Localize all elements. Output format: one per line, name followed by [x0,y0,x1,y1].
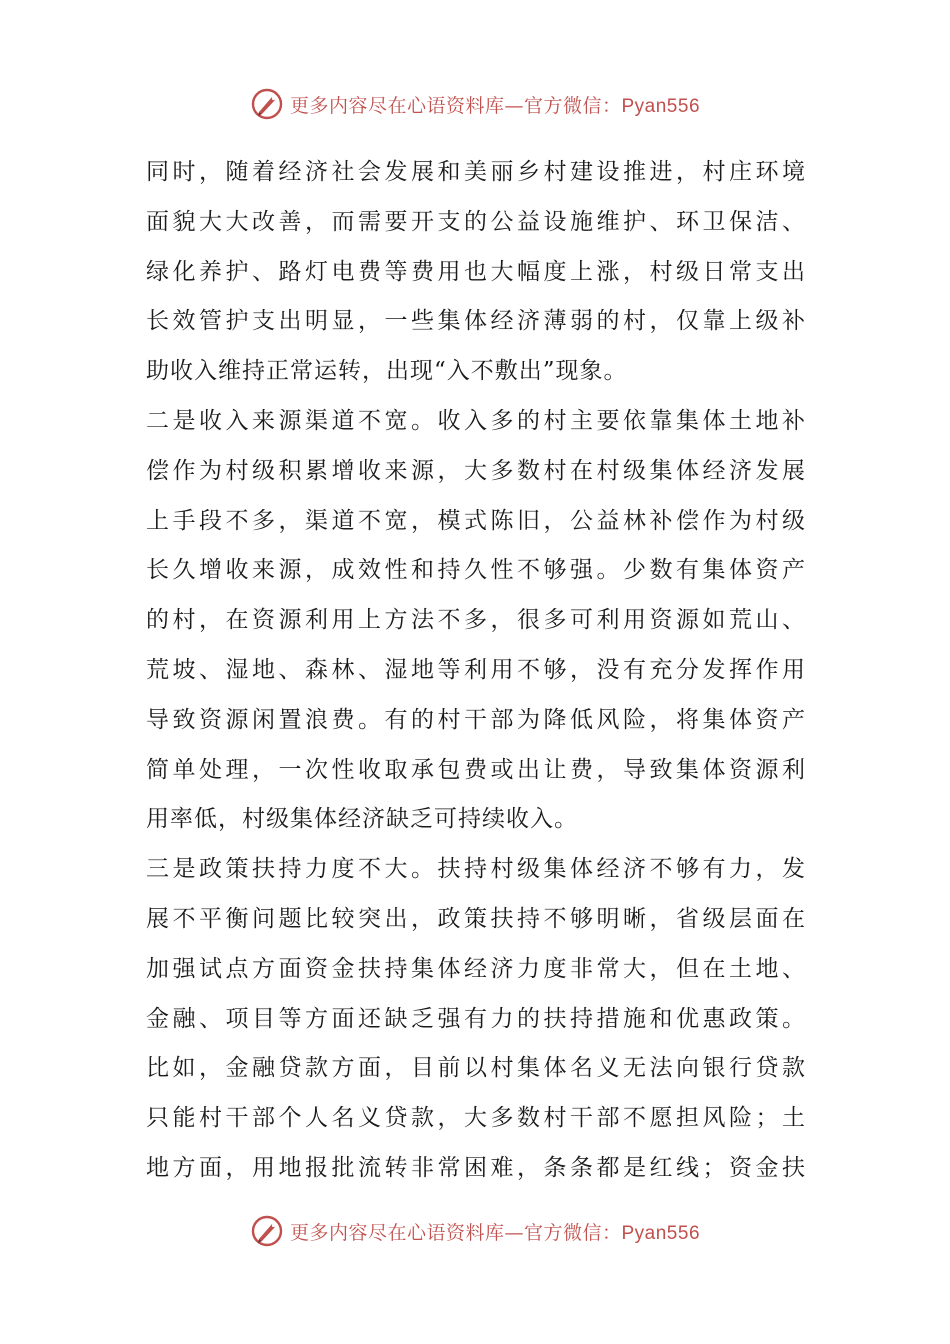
banner-handle: Pyan556 [621,1222,701,1244]
header-banner [0,84,950,124]
pen-logo-icon [250,87,284,121]
banner-handle: Pyan556 [621,95,701,117]
text-line: 二是收入来源渠道不宽。收入多的村主要依靠集体土地补 [146,407,806,434]
text-line: 荒坡、湿地、森林、湿地等利用不够，没有充分发挥作用 [146,656,806,683]
text-line: 用率低，村级集体经济缺乏可持续收入。 [146,806,578,833]
text-line: 金融、项目等方面还缺乏强有力的扶持措施和优惠政策。 [146,1005,806,1032]
text-line: 绿化养护、路灯电费等费用也大幅度上涨，村级日常支出 [146,258,806,285]
document-body [146,148,806,1194]
text-line: 长久增收来源，成效性和持久性不够强。少数有集体资产 [146,557,806,584]
text-line: 助收入维持正常运转，出现“入不敷出”现象。 [146,358,628,385]
text-line: 长效管护支出明显，一些集体经济薄弱的村，仅靠上级补 [146,308,806,335]
banner-text [290,1218,700,1245]
text-line: 加强试点方面资金扶持集体经济力度非常大，但在土地、 [146,955,806,982]
text-line: 的村，在资源利用上方法不多，很多可利用资源如荒山、 [146,607,806,634]
footer-banner [0,1211,950,1251]
text-line: 只能村干部个人名义贷款，大多数村干部不愿担风险；土 [146,1105,806,1132]
text-line: 三是政策扶持力度不大。扶持村级集体经济不够有力，发 [146,856,806,883]
text-line: 导致资源闲置浪费。有的村干部为降低风险，将集体资产 [146,706,806,733]
banner-text [290,91,700,118]
banner-promo-text: 更多内容尽在心语资料库—官方微信： [289,94,622,117]
text-line: 简单处理，一次性收取承包费或出让费，导致集体资源利 [146,756,806,783]
text-line: 偿作为村级积累增收来源，大多数村在村级集体经济发展 [146,457,806,484]
text-line: 上手段不多，渠道不宽，模式陈旧，公益林补偿作为村级 [146,507,806,534]
text-line: 同时，随着经济社会发展和美丽乡村建设推进，村庄环境 [146,159,806,185]
banner-promo-text: 更多内容尽在心语资料库—官方微信： [289,1221,622,1244]
text-line: 展不平衡问题比较突出，政策扶持不够明晰，省级层面在 [146,905,806,932]
text-line: 比如，金融贷款方面，目前以村集体名义无法向银行贷款 [146,1055,806,1082]
text-line: 地方面，用地报批流转非常困难，条条都是红线；资金扶 [146,1154,806,1181]
pen-logo-icon [250,1214,284,1248]
text-line: 面貌大大改善，而需要开支的公益设施维护、环卫保洁、 [146,208,806,235]
